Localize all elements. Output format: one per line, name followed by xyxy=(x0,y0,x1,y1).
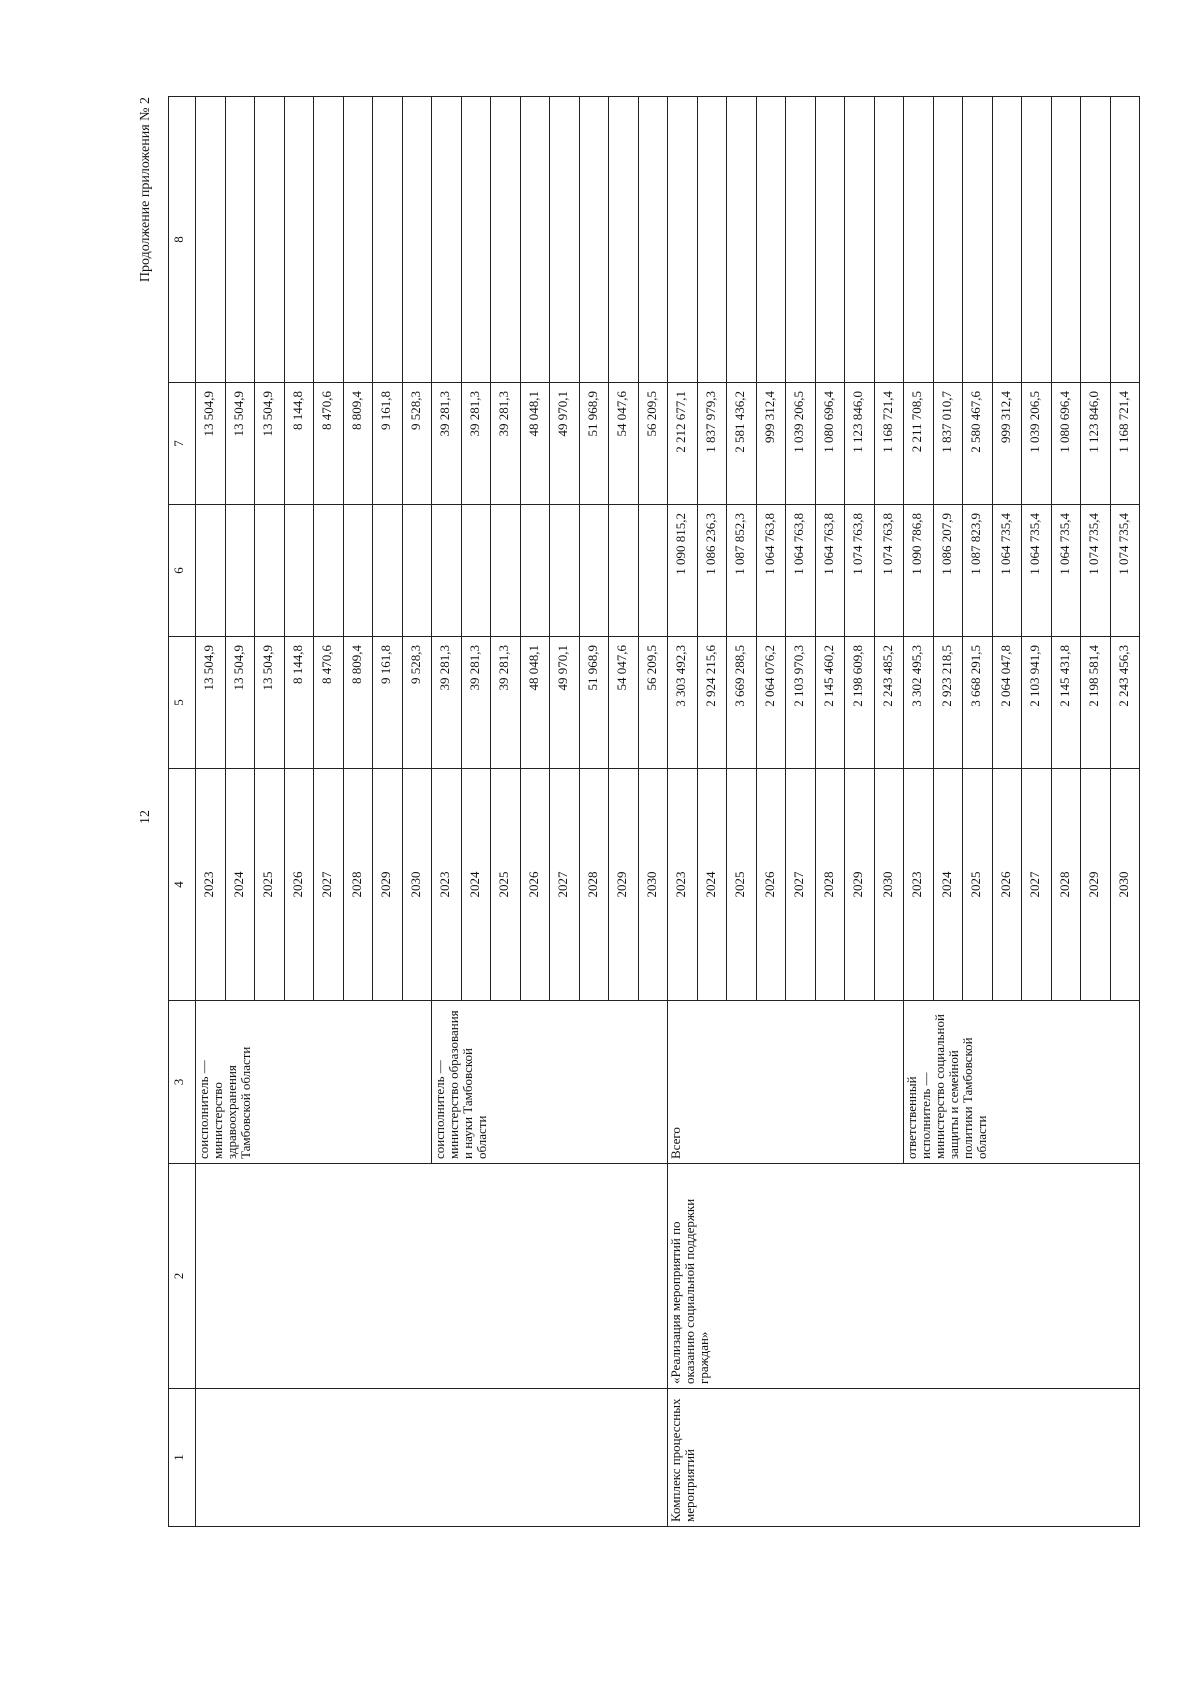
cell-col4-value: 56 209,5 xyxy=(638,637,668,769)
cell-col4-value: 8 809,4 xyxy=(343,637,373,769)
cell-col4-value: 2 923 218,5 xyxy=(933,637,963,769)
cell-col4-value: 13 504,9 xyxy=(225,637,255,769)
cell-col6-value: 51 968,9 xyxy=(579,383,609,505)
cell-executor: соисполнитель — министерство образования и науки Тамбовской области xyxy=(432,1001,668,1164)
cell-col7-empty xyxy=(992,97,1022,383)
cell-col6-value: 13 504,9 xyxy=(196,383,226,505)
cell-col5-value: 1 074 735,4 xyxy=(1110,505,1140,637)
cell-col7-empty xyxy=(815,97,845,383)
cell-col5-value: 1 064 763,8 xyxy=(756,505,786,637)
cell-col4-value: 13 504,9 xyxy=(255,637,285,769)
cell-executor: ответственный исполнитель — министерство социальной защиты и семейной политики Тамбовской области xyxy=(904,1001,1140,1164)
cell-col5-value: 1 064 735,4 xyxy=(1022,505,1052,637)
cell-col6-value: 48 048,1 xyxy=(520,383,550,505)
cell-col7-empty xyxy=(373,97,403,383)
cell-col5-value: 1 064 735,4 xyxy=(992,505,1022,637)
cell-col6-value: 49 970,1 xyxy=(550,383,580,505)
cell-col4-value: 51 968,9 xyxy=(579,637,609,769)
cell-col6-value: 1 080 696,4 xyxy=(1051,383,1081,505)
cell-col5-value: 1 064 763,8 xyxy=(815,505,845,637)
page-number: 12 xyxy=(138,810,153,824)
cell-col4-value: 9 161,8 xyxy=(373,637,403,769)
cell-col7-empty xyxy=(196,97,226,383)
cell-year: 2027 xyxy=(314,769,344,1001)
cell-year: 2030 xyxy=(638,769,668,1001)
cell-col7-empty xyxy=(668,97,698,383)
cell-col5-value: 1 074 735,4 xyxy=(1081,505,1111,637)
cell-col4-value: 2 243 456,3 xyxy=(1110,637,1140,769)
cell-col4-value: 39 281,3 xyxy=(432,637,462,769)
cell-col6-value: 1 837 979,3 xyxy=(697,383,727,505)
cell-year: 2030 xyxy=(402,769,432,1001)
cell-col6-value: 1 168 721,4 xyxy=(1110,383,1140,505)
cell-col5-value xyxy=(196,505,226,637)
cell-col4-value: 3 303 492,3 xyxy=(668,637,698,769)
cell-col4-value: 2 103 970,3 xyxy=(786,637,816,769)
cell-col6-value: 2 212 677,1 xyxy=(668,383,698,505)
cell-col7-empty xyxy=(284,97,314,383)
cell-col4-value: 2 198 609,8 xyxy=(845,637,875,769)
header-col-4: 4 xyxy=(169,769,196,1001)
cell-col7-empty xyxy=(1051,97,1081,383)
cell-col4-value: 2 198 581,4 xyxy=(1081,637,1111,769)
cell-col5-value xyxy=(343,505,373,637)
cell-col7-empty xyxy=(904,97,934,383)
cell-col7-empty xyxy=(874,97,904,383)
cell-year: 2025 xyxy=(963,769,993,1001)
cell-col7-empty xyxy=(461,97,491,383)
cell-col4-value: 3 302 495,3 xyxy=(904,637,934,769)
cell-col5-value xyxy=(609,505,639,637)
cell-col6-value: 39 281,3 xyxy=(491,383,521,505)
cell-year: 2030 xyxy=(874,769,904,1001)
cell-col4-value: 2 145 431,8 xyxy=(1051,637,1081,769)
cell-col5-value xyxy=(284,505,314,637)
cell-col6-value: 1 080 696,4 xyxy=(815,383,845,505)
cell-col7-empty xyxy=(638,97,668,383)
cell-year: 2025 xyxy=(255,769,285,1001)
cell-col6-value: 1 837 010,7 xyxy=(933,383,963,505)
cell-col5-value xyxy=(432,505,462,637)
cell-col4-value: 3 668 291,5 xyxy=(963,637,993,769)
cell-col5-value: 1 087 823,9 xyxy=(963,505,993,637)
cell-col6-value: 2 580 467,6 xyxy=(963,383,993,505)
cell-col1-empty xyxy=(196,1389,668,1527)
cell-col6-value: 13 504,9 xyxy=(225,383,255,505)
cell-year: 2026 xyxy=(520,769,550,1001)
cell-col4-value: 8 470,6 xyxy=(314,637,344,769)
cell-col4-value: 8 144,8 xyxy=(284,637,314,769)
cell-year: 2028 xyxy=(343,769,373,1001)
cell-executor: соисполнитель — министерство здравоохранения Тамбовской области xyxy=(196,1001,432,1164)
cell-year: 2029 xyxy=(609,769,639,1001)
cell-col6-value: 8 144,8 xyxy=(284,383,314,505)
cell-col7-empty xyxy=(756,97,786,383)
cell-event-label: «Реализация мероприятий по оказанию социальной поддержки граждан» xyxy=(668,1164,1140,1389)
cell-col7-empty xyxy=(314,97,344,383)
cell-col6-value: 1 123 846,0 xyxy=(1081,383,1111,505)
cell-col7-empty xyxy=(225,97,255,383)
cell-col6-value: 54 047,6 xyxy=(609,383,639,505)
cell-col6-value: 56 209,5 xyxy=(638,383,668,505)
cell-col6-value: 999 312,4 xyxy=(992,383,1022,505)
cell-col7-empty xyxy=(520,97,550,383)
cell-col6-value: 1 039 206,5 xyxy=(786,383,816,505)
header-col-6: 6 xyxy=(169,505,196,637)
cell-year: 2028 xyxy=(579,769,609,1001)
cell-year: 2029 xyxy=(845,769,875,1001)
cell-executor: Всего xyxy=(668,1001,904,1164)
cell-year: 2024 xyxy=(461,769,491,1001)
cell-year: 2025 xyxy=(491,769,521,1001)
cell-col5-value: 1 074 763,8 xyxy=(874,505,904,637)
cell-col5-value: 1 064 735,4 xyxy=(1051,505,1081,637)
cell-col5-value: 1 090 815,2 xyxy=(668,505,698,637)
cell-col7-empty xyxy=(343,97,373,383)
table-row xyxy=(668,97,698,1527)
cell-col5-value: 1 086 207,9 xyxy=(933,505,963,637)
cell-col5-value xyxy=(314,505,344,637)
cell-col5-value xyxy=(402,505,432,637)
cell-col7-empty xyxy=(432,97,462,383)
header-col-8: 8 xyxy=(169,97,196,383)
cell-col4-value: 9 528,3 xyxy=(402,637,432,769)
cell-col7-empty xyxy=(255,97,285,383)
cell-col7-empty xyxy=(727,97,757,383)
cell-year: 2026 xyxy=(992,769,1022,1001)
cell-col5-value: 1 064 763,8 xyxy=(786,505,816,637)
cell-col4-value: 2 064 047,8 xyxy=(992,637,1022,769)
cell-year: 2028 xyxy=(1051,769,1081,1001)
cell-year: 2023 xyxy=(904,769,934,1001)
cell-year: 2028 xyxy=(815,769,845,1001)
cell-col7-empty xyxy=(1081,97,1111,383)
header-col-7: 7 xyxy=(169,383,196,505)
cell-year: 2029 xyxy=(373,769,403,1001)
cell-col2-empty xyxy=(196,1164,668,1389)
cell-col7-empty xyxy=(1110,97,1140,383)
cell-col6-value: 999 312,4 xyxy=(756,383,786,505)
cell-col4-value: 13 504,9 xyxy=(196,637,226,769)
cell-col5-value: 1 074 763,8 xyxy=(845,505,875,637)
cell-col5-value xyxy=(491,505,521,637)
cell-col6-value: 1 123 846,0 xyxy=(845,383,875,505)
cell-col7-empty xyxy=(845,97,875,383)
cell-year: 2024 xyxy=(225,769,255,1001)
cell-col7-empty xyxy=(491,97,521,383)
cell-col5-value xyxy=(520,505,550,637)
cell-year: 2024 xyxy=(933,769,963,1001)
cell-col6-value: 39 281,3 xyxy=(461,383,491,505)
cell-col7-empty xyxy=(933,97,963,383)
cell-col6-value: 8 809,4 xyxy=(343,383,373,505)
cell-year: 2023 xyxy=(432,769,462,1001)
header-col-5: 5 xyxy=(169,637,196,769)
cell-col6-value: 1 039 206,5 xyxy=(1022,383,1052,505)
cell-col7-empty xyxy=(609,97,639,383)
cell-col5-value xyxy=(638,505,668,637)
cell-col7-empty xyxy=(402,97,432,383)
cell-col7-empty xyxy=(697,97,727,383)
cell-col7-empty xyxy=(963,97,993,383)
cell-col6-value: 9 528,3 xyxy=(402,383,432,505)
cell-col4-value: 3 669 288,5 xyxy=(727,637,757,769)
cell-col4-value: 39 281,3 xyxy=(491,637,521,769)
cell-year: 2027 xyxy=(550,769,580,1001)
cell-col6-value: 39 281,3 xyxy=(432,383,462,505)
header-col-1: 1 xyxy=(169,1389,196,1527)
cell-col5-value xyxy=(255,505,285,637)
header-col-2: 2 xyxy=(169,1164,196,1389)
cell-col6-value: 1 168 721,4 xyxy=(874,383,904,505)
cell-year: 2030 xyxy=(1110,769,1140,1001)
cell-col4-value: 54 047,6 xyxy=(609,637,639,769)
rotated-table-sheet xyxy=(138,97,1131,1527)
cell-year: 2029 xyxy=(1081,769,1111,1001)
cell-col6-value: 13 504,9 xyxy=(255,383,285,505)
cell-col5-value xyxy=(461,505,491,637)
cell-year: 2026 xyxy=(284,769,314,1001)
cell-col7-empty xyxy=(579,97,609,383)
cell-col4-value: 2 243 485,2 xyxy=(874,637,904,769)
cell-col6-value: 2 211 708,5 xyxy=(904,383,934,505)
cell-year: 2025 xyxy=(727,769,757,1001)
cell-col6-value: 2 581 436,2 xyxy=(727,383,757,505)
cell-col5-value xyxy=(579,505,609,637)
cell-col5-value xyxy=(373,505,403,637)
cell-col5-value xyxy=(550,505,580,637)
cell-complex-label: Комплекс процессных мероприятий xyxy=(668,1389,1140,1527)
cell-col4-value: 49 970,1 xyxy=(550,637,580,769)
appendix-note: Продолжение приложения № 2 xyxy=(138,97,153,283)
cell-col6-value: 9 161,8 xyxy=(373,383,403,505)
cell-col5-value: 1 086 236,3 xyxy=(697,505,727,637)
cell-col4-value: 39 281,3 xyxy=(461,637,491,769)
budget-table xyxy=(168,96,1140,1527)
cell-year: 2027 xyxy=(1022,769,1052,1001)
cell-col4-value: 48 048,1 xyxy=(520,637,550,769)
cell-year: 2024 xyxy=(697,769,727,1001)
cell-col7-empty xyxy=(786,97,816,383)
header-col-3: 3 xyxy=(169,1001,196,1164)
cell-year: 2023 xyxy=(196,769,226,1001)
cell-col4-value: 2 145 460,2 xyxy=(815,637,845,769)
cell-col4-value: 2 924 215,6 xyxy=(697,637,727,769)
cell-col7-empty xyxy=(1022,97,1052,383)
cell-col5-value: 1 087 852,3 xyxy=(727,505,757,637)
cell-col5-value xyxy=(225,505,255,637)
cell-year: 2023 xyxy=(668,769,698,1001)
cell-col5-value: 1 090 786,8 xyxy=(904,505,934,637)
cell-col4-value: 2 064 076,2 xyxy=(756,637,786,769)
cell-year: 2026 xyxy=(756,769,786,1001)
table-row xyxy=(196,97,226,1527)
header-row xyxy=(169,97,196,1527)
cell-year: 2027 xyxy=(786,769,816,1001)
cell-col6-value: 8 470,6 xyxy=(314,383,344,505)
cell-col4-value: 2 103 941,9 xyxy=(1022,637,1052,769)
cell-col7-empty xyxy=(550,97,580,383)
